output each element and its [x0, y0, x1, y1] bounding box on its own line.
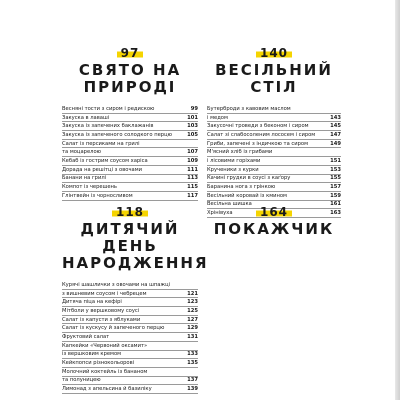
toc-entry-title: Гриби, запечені з індичкою та сиром: [207, 140, 308, 147]
section-header: [207, 42, 341, 96]
toc-entry-page: 159: [330, 192, 341, 199]
toc-entry: [207, 105, 341, 114]
toc-entry: [62, 316, 198, 325]
toc-entry-title: Качині грудки в соусі з каґору: [207, 175, 291, 182]
toc-entry-title: Лимонад з апельсина й базиліку: [62, 386, 152, 393]
toc-entry-page: 103: [187, 123, 198, 130]
toc-entry: [62, 105, 198, 114]
toc-list: [62, 281, 198, 394]
toc-entry-title: з вишневим соусом і чебрецем: [62, 290, 147, 297]
toc-entry: [207, 166, 341, 175]
toc-entry-title: М'ясний хліб із грибами: [207, 149, 273, 156]
section-number: 118: [112, 207, 148, 218]
toc-entry-page: 157: [330, 184, 341, 191]
toc-entry-page: 131: [187, 334, 198, 341]
toc-entry-title: та полуницею: [62, 377, 101, 384]
toc-entry-page: 113: [187, 175, 198, 182]
toc-entry-title: Глінтвейн із чорносливом: [62, 192, 133, 199]
section-number: 140: [256, 48, 292, 59]
toc-entry-title: і медом: [207, 114, 228, 121]
section-number: 164: [256, 207, 292, 218]
toc-entry-title: Салат зі слабосоленим лососем і сиром: [207, 131, 316, 138]
toc-entry: [62, 377, 198, 386]
toc-entry: [62, 175, 198, 184]
toc-entry-page: 111: [187, 166, 198, 173]
toc-entry-title: Капкейки «Червоний оксамит»: [62, 342, 148, 349]
section-title: ПОКАЖЧИК: [213, 220, 335, 238]
section-title: ДИТЯЧИЙ ДЕНЬ НАРОДЖЕННЯ: [62, 220, 209, 272]
toc-entry: [62, 368, 198, 377]
toc-entry-title: Баранина нога з грінкою: [207, 184, 276, 191]
toc-entry-title: Кебаб із гострим соусом харіса: [62, 158, 148, 165]
toc-entry-page: 147: [330, 131, 341, 138]
section-wedding: [207, 42, 341, 218]
toc-entry-title: і лісовими горіхами: [207, 158, 261, 165]
toc-entry: [62, 114, 198, 123]
section-title: ВЕСІЛЬНИЙ СТІЛ: [215, 61, 333, 96]
toc-entry-title: Фруктовий салат: [62, 334, 110, 341]
toc-entry-title: Мітболи у вершковому соусі: [62, 307, 140, 314]
toc-entry-page: 123: [187, 299, 198, 306]
toc-entry-title: Салат із кускусу й запеченого перцю: [62, 325, 165, 332]
toc-entry-title: Молочний коктейль із бананом: [62, 368, 148, 375]
toc-entry-title: Закуска із запеченого солодкого перцю: [62, 131, 172, 138]
toc-entry-page: 163: [330, 210, 341, 217]
section-index: [207, 201, 341, 238]
toc-entry-title: Крученики з курки: [207, 166, 259, 173]
toc-entry-page: 143: [330, 114, 341, 121]
toc-entry-page: 161: [330, 201, 341, 208]
toc-entry-page: 101: [187, 114, 198, 121]
toc-entry-title: із вершковим кремом: [62, 351, 122, 358]
toc-entry-title: Салат із персиками на грилі: [62, 140, 140, 147]
toc-entry-page: 129: [187, 325, 198, 332]
toc-entry: [207, 114, 341, 123]
page-spine: [395, 0, 400, 400]
toc-entry-title: Закуска із запечених баклажанів: [62, 123, 154, 130]
toc-entry-title: Курячі шашлички з овочами на шпажці: [62, 281, 171, 288]
toc-entry: [207, 148, 341, 157]
section-header: [62, 201, 209, 272]
toc-entry-page: 105: [187, 131, 198, 138]
toc-entry: [207, 183, 341, 192]
toc-entry-page: 135: [187, 360, 198, 367]
section-header: [207, 201, 341, 238]
toc-entry: [62, 342, 198, 351]
toc-entry-page: 115: [187, 184, 198, 191]
toc-entry-title: Банани на грилі: [62, 175, 107, 182]
toc-list: [62, 105, 198, 201]
toc-entry-page: 155: [330, 175, 341, 182]
toc-entry: [62, 290, 198, 299]
section-picnic: [62, 42, 198, 201]
toc-entry: [62, 333, 198, 342]
toc-entry-page: 151: [330, 158, 341, 165]
toc-entry-title: Бутерброди з кавовим маслом: [207, 105, 291, 112]
section-number: 97: [117, 48, 144, 59]
toc-entry: [62, 298, 198, 307]
toc-entry-title: Салат із капусти з яблуками: [62, 316, 141, 323]
toc-entry: [62, 122, 198, 131]
toc-entry-page: 99: [190, 105, 198, 112]
toc-entry: [207, 175, 341, 184]
toc-entry-title: Дитяча піца на кефірі: [62, 299, 122, 306]
toc-entry-title: та моцарелою: [62, 149, 101, 156]
toc-entry-page: 109: [187, 158, 198, 165]
toc-entry-page: 117: [187, 192, 198, 199]
toc-entry: [207, 131, 341, 140]
toc-entry-title: Закуска в лаваші: [62, 114, 110, 121]
toc-entry: [207, 122, 341, 131]
toc-entry: [207, 192, 341, 201]
toc-entry: [207, 140, 341, 149]
toc-entry-page: 127: [187, 316, 198, 323]
toc-entry: [62, 131, 198, 140]
section-title: СВЯТО НА ПРИРОДІ: [78, 61, 182, 96]
toc-entry-title: Компот із черешень: [62, 184, 117, 191]
toc-entry: [62, 157, 198, 166]
toc-entry-page: 139: [187, 386, 198, 393]
section-kids-birthday: [62, 201, 209, 394]
toc-entry: [62, 281, 198, 290]
toc-entry-page: 133: [187, 351, 198, 358]
toc-entry-page: 153: [330, 166, 341, 173]
toc-entry-title: Весняні тости з сиром і редискою: [62, 105, 155, 112]
toc-entry: [62, 166, 198, 175]
toc-entry: [62, 324, 198, 333]
toc-entry-title: Весільна шишка: [207, 201, 252, 208]
toc-entry-title: Закусочні троведи з беконом і сиром: [207, 123, 309, 130]
toc-entry-page: 145: [330, 123, 341, 130]
toc-entry-page: 149: [330, 140, 341, 147]
toc-entry: [62, 140, 198, 149]
toc-entry: [62, 351, 198, 360]
toc-entry: [207, 157, 341, 166]
toc-entry: [62, 307, 198, 316]
toc-entry-page: 125: [187, 307, 198, 314]
toc-entry-page: 137: [187, 377, 198, 384]
toc-entry: [62, 385, 198, 394]
toc-entry-page: 107: [187, 149, 198, 156]
toc-entry: [62, 359, 198, 368]
toc-entry: [62, 148, 198, 157]
toc-entry-title: Кейкпопси різнокольорові: [62, 360, 135, 367]
toc-entry-title: Хрінівуха: [207, 210, 233, 217]
toc-entry: [62, 183, 198, 192]
toc-entry-title: Весільний коровай із кмином: [207, 192, 287, 199]
toc-entry: [62, 192, 198, 201]
section-header: [62, 42, 198, 96]
toc-entry-title: Дорада на решітці з овочами: [62, 166, 142, 173]
toc-entry-page: 121: [187, 290, 198, 297]
